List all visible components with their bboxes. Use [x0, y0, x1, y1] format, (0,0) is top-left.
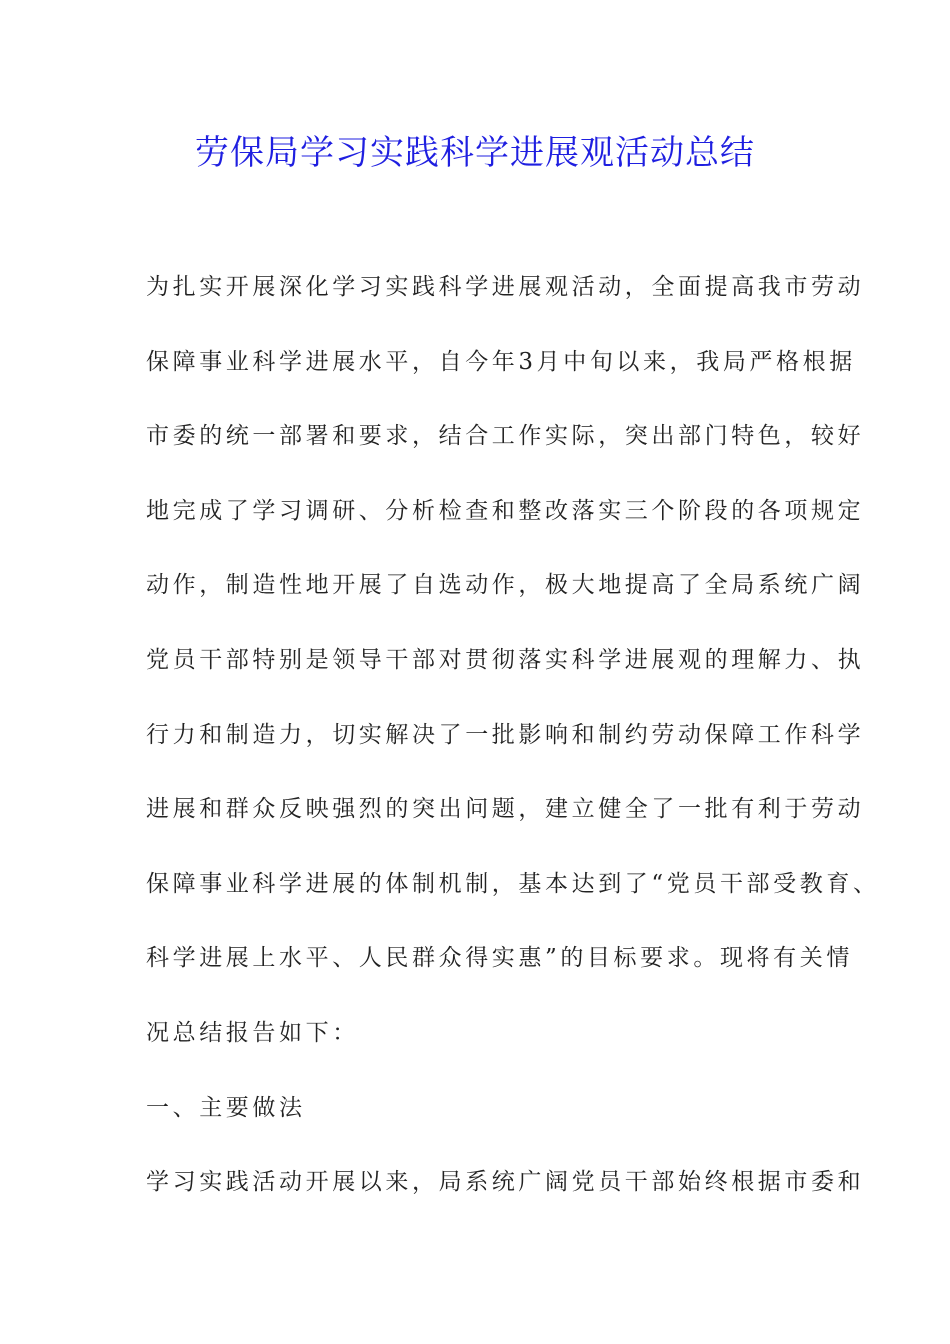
body-line: 地完成了学习调研、分析检查和整改落实三个阶段的各项规定	[146, 497, 865, 524]
body-line: 为扎实开展深化学习实践科学进展观活动，全面提高我市劳动	[146, 274, 865, 300]
body-line: 进展和群众反映强烈的突出问题，建立健全了一批有利于劳动	[146, 796, 865, 823]
section-heading: 一、主要做法	[146, 1094, 306, 1121]
document-body	[146, 262, 880, 1232]
body-line: 市委的统一部署和要求，结合工作实际，突出部门特色，较好	[146, 423, 865, 450]
document-title: 劳保局学习实践科学进展观活动总结	[195, 133, 755, 173]
body-line: 行力和制造力，切实解决了一批影响和制约劳动保障工作科学	[146, 721, 865, 748]
body-line: 动作，制造性地开展了自选动作，极大地提高了全局系统广阔	[146, 572, 865, 599]
body-line: 保障事业科学进展水平，自今年3月中旬以来，我局严格根据	[146, 348, 856, 375]
body-line: 况总结报告如下：	[146, 1019, 359, 1046]
body-line: 党员干部特别是领导干部对贯彻落实科学进展观的理解力、执	[146, 646, 865, 673]
body-line: 科学进展上水平、人民群众得实惠”的目标要求。现将有关情	[146, 945, 853, 972]
body-line: 保障事业科学进展的体制机制，基本达到了“党员干部受教育、	[146, 870, 880, 897]
body-line: 学习实践活动开展以来，局系统广阔党员干部始终根据市委和	[146, 1169, 865, 1196]
